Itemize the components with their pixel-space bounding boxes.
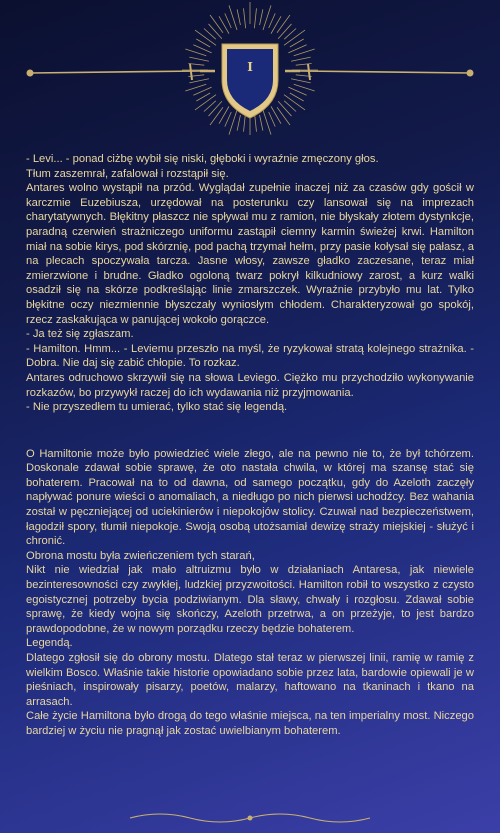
chapter-header: [0, 0, 500, 135]
text-section-1: [26, 152, 474, 415]
paragraph: - Nie przyszedłem tu umierać, tylko stać się legendą.: [26, 401, 288, 414]
paragraph: Antares wolno wystąpił na przód. Wyglądał zupełnie inaczej niż za czasów gdy gościł w karczmie Euzebiusza, urzędował na posterunku czy lansował się na imprezach charytatywnych. Błękitny płaszcz nie spływał mu z ramion, nie błyskały złotem dystynkcje, paradną czerwień strażniczego uniformu zastąpił ciemny karmin świeżej krwi. Hamilton miał na sobie kirys, pod skórznię, pod pachą trzymał hełm, przy pasie kołysał się pałasz, a na plecach spoczywała tarcza. Jasne włosy, zawsze gładko zaczesane, teraz miał zmierzwione i brudne. Gładko ogoloną twarz pokrył kilkudniowy zarost, a kurz walki osadził się na skórze podkreślając linie zmarszczek. Wyraźnie przybyło mu lat. Tylko błękitne oczy niezmiennie błyszczały wyniosłym chłodem. Charakteryzował go spokój, rzecz zaskakująca w panującej wokoło gorączce.: [26, 182, 474, 326]
shield-icon: [222, 44, 278, 118]
ray: [260, 9, 263, 25]
ray: [225, 112, 232, 127]
ray: [294, 84, 315, 91]
ray: [260, 115, 263, 131]
ray: [278, 24, 291, 39]
ray: [209, 101, 222, 116]
ray: [237, 115, 240, 131]
paragraph: Legendą.: [26, 637, 73, 650]
ray: [196, 39, 210, 47]
paragraph: Całe życie Hamiltona było drogą do tego właśnie miejsca, na ten imperialny most. Niczego bardziej w życiu nie pragnął jak zostać uwielbianym bohaterem.: [26, 710, 474, 737]
ray: [210, 107, 223, 125]
ray: [277, 15, 290, 33]
ray: [290, 39, 304, 47]
paragraph: Nikt nie wiedział jak mało altruizmu było w działaniach Antaresa, jak niewiele bezinteresowności czy zwykłej, ludzkiej przyzwoitości. Hamilton robił to wszystko z czysto egoistycznej potrzeby bycia podziwianym. Dla sławy, chwały i rozgłosu. Zdawał sobie sprawę, że kiedy wojna się skończy, Azeloth przetrwa, a on przeżyje, to jest bardzo prawdopodobne, że w nowym porządku rzeczy będzie bohaterem.: [26, 564, 474, 635]
paragraph: Dlatego zgłosił się do obrony mostu. Dlatego stał teraz w pierwszej linii, ramię w ramię z wielkim Bosco. Właśnie takie historie opowiadano sobie przez lata, bardowie opiewali je w pieśniach, inspirowały pisarzy, poetów, malarzy, haftowano na tkaninach i tkano na arrasach.: [26, 652, 474, 708]
left-sword-ornament: [27, 64, 215, 80]
ray: [277, 107, 290, 125]
paragraph: - Hamilton. Hmm... - Leviemu przeszło na myśl, że ryzykował stratą kolejnego strażnika. - Dobra. Nie daj się zabić chłopie. To rozkaz.: [26, 342, 474, 370]
ray: [269, 112, 276, 127]
paragraph: Obrona mostu była zwieńczeniem tych starań,: [26, 549, 255, 562]
ray: [269, 13, 276, 28]
paragraph: - Levi... - ponad ciżbę wybił się niski, głęboki i wyraźnie zmęczony głos.: [26, 153, 379, 165]
ray: [237, 9, 240, 25]
ray: [189, 57, 209, 61]
ray: [284, 95, 305, 110]
chapter-text: [26, 152, 474, 739]
ray: [185, 84, 206, 91]
ray: [244, 8, 246, 28]
ray: [278, 101, 291, 116]
ray: [284, 30, 305, 45]
ray: [209, 24, 222, 39]
section-gap: [26, 415, 474, 447]
paragraph: Antares odruchowo skrzywił się na słowa Leviego. Ciężko mu przychodziło wykonywanie rozkazów, bo przywykł raczej do ich wydawania niż przyjmowania.: [26, 371, 474, 399]
chapter-number: I: [247, 60, 253, 74]
ray: [290, 93, 304, 101]
ray: [296, 64, 312, 66]
ray: [294, 49, 315, 56]
paragraph: O Hamiltonie może było powiedzieć wiele złego, ale na pewno nie to, że był tchórzem. Doskonale zdawał sobie sprawę, że oto nastała chwila, w której ma szansę stać się bohaterem. Pracował na to od dawna, od samego początku, gdy do Azeloth zaczęły napływać ponure wieści o anomaliach, a niedługo po nich pierwsi uchodźcy. Bez wahania został w pęczniejącej od uciekinierów i niepokojów stolicy. Czuwał nad bezpieczeństwem, łagodził spory, tłumił niepokoje. Swoją osobą utożsamiał dewizę straży miejskiej - służyć i chronić.: [26, 447, 474, 548]
ray: [195, 95, 216, 110]
ray: [225, 13, 232, 28]
right-sword-ornament: [285, 64, 473, 80]
ray: [210, 15, 223, 33]
text-section-2: [26, 447, 474, 739]
ray: [196, 93, 210, 101]
ray: [291, 57, 311, 61]
paragraph: Tłum zaszemrał, zafalował i rozstąpił się.: [26, 167, 229, 180]
footer-flourish: [120, 808, 380, 828]
ray: [254, 8, 256, 28]
ray: [185, 49, 206, 56]
ray: [291, 79, 311, 83]
paragraph: - Ja też się zgłaszam.: [26, 328, 134, 341]
ray: [195, 30, 216, 45]
